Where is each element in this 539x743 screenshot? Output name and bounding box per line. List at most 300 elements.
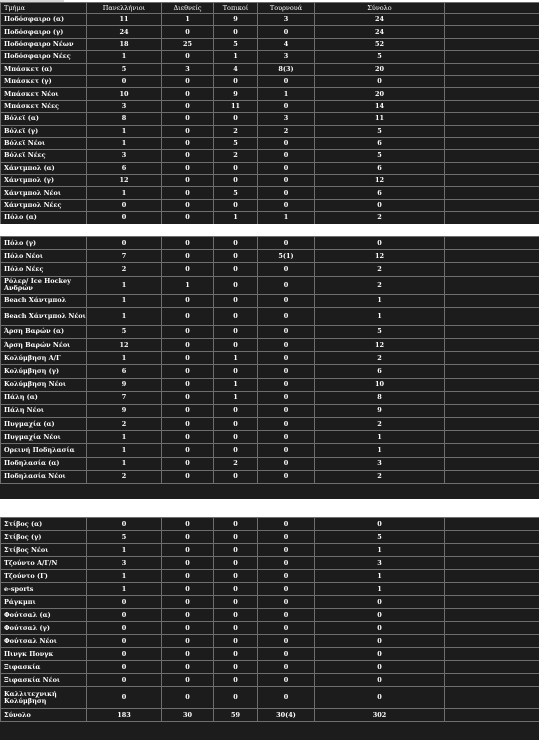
table-row <box>1 661 539 674</box>
cell-local: 0 <box>214 307 258 325</box>
cell-blank <box>445 635 539 648</box>
cell-blank <box>445 150 539 162</box>
cell-total: 24 <box>315 14 445 26</box>
cell-total: 0 <box>315 635 445 648</box>
cell-department: Πόλο (γ) <box>1 237 87 250</box>
cell-department: Στίβος (α) <box>1 518 87 531</box>
cell-tournament: 0 <box>258 294 315 307</box>
cell-department: Ορεινή Ποδηλασία <box>1 444 87 457</box>
cell-tournament: 0 <box>258 26 315 38</box>
cell-blank <box>445 583 539 596</box>
cell-local: 0 <box>214 470 258 483</box>
cell-department: Άρση Βαρών Νέοι <box>1 338 87 351</box>
cell-blank <box>445 391 539 404</box>
cell-local: 0 <box>214 531 258 544</box>
cell-department: Κολύμβηση Νέοι <box>1 378 87 391</box>
cell-panhellenic: 0 <box>87 674 162 687</box>
table-row <box>1 113 539 125</box>
cell-blank <box>445 378 539 391</box>
cell-panhellenic: 0 <box>87 518 162 531</box>
cell-blank <box>445 125 539 137</box>
cell-local: 1 <box>214 51 258 63</box>
cell-department: Ποδηλασία Νέοι <box>1 470 87 483</box>
cell-tournament: 0 <box>258 307 315 325</box>
cell-department: Πόλο (α) <box>1 212 87 224</box>
cell-local: 2 <box>214 125 258 137</box>
cell-panhellenic: 1 <box>87 187 162 199</box>
cell-local: 0 <box>214 294 258 307</box>
cell-total: 9 <box>315 404 445 417</box>
cell-local: 0 <box>214 175 258 187</box>
cell-total: 3 <box>315 457 445 470</box>
cell-panhellenic: 1 <box>87 307 162 325</box>
cell-local: 0 <box>214 418 258 431</box>
cell-local: 0 <box>214 365 258 378</box>
cell-tournament: 0 <box>258 237 315 250</box>
cell-blank <box>445 250 539 263</box>
cell-local: 0 <box>214 622 258 635</box>
cell-department: Πάλη Νέοι <box>1 404 87 417</box>
cell-international: 0 <box>162 125 214 137</box>
cell-department: Ποδόσφαιρο (γ) <box>1 26 87 38</box>
cell-tournament: 0 <box>258 444 315 457</box>
cell-department: Ποδόσφαιρο Νέες <box>1 51 87 63</box>
cell-department: Μπάσκετ (γ) <box>1 75 87 87</box>
cell-local: 0 <box>214 609 258 622</box>
cell-blank <box>445 51 539 63</box>
cell-tournament: 0 <box>258 391 315 404</box>
cell-local: 0 <box>214 113 258 125</box>
table-row <box>1 14 539 26</box>
cell-department: Χάντμπολ Νέες <box>1 199 87 211</box>
cell-blank <box>445 175 539 187</box>
cell-department: Στίβος Νέοι <box>1 544 87 557</box>
table-row <box>1 609 539 622</box>
cell-department: Κολύμβηση (γ) <box>1 365 87 378</box>
cell-tournament: 0 <box>258 596 315 609</box>
table-row <box>1 635 539 648</box>
cell-panhellenic: 3 <box>87 150 162 162</box>
cell-blank <box>445 63 539 75</box>
cell-department: Χάντμπολ (α) <box>1 162 87 174</box>
header-local: Τοπικοί <box>214 3 258 14</box>
cell-department: Βόλεϊ Νέοι <box>1 137 87 149</box>
cell-local: 0 <box>214 596 258 609</box>
table-row <box>1 596 539 609</box>
table-row <box>1 687 539 709</box>
cell-tournament: 0 <box>258 648 315 661</box>
cell-total: 24 <box>315 26 445 38</box>
cell-international: 1 <box>162 276 214 294</box>
cell-total: 0 <box>315 648 445 661</box>
table-row <box>1 26 539 38</box>
cell-tournament: 0 <box>258 570 315 583</box>
table-row <box>1 150 539 162</box>
cell-panhellenic: 2 <box>87 418 162 431</box>
cell-blank <box>445 38 539 50</box>
cell-department: Βόλεϊ (α) <box>1 113 87 125</box>
cell-department: Πόλο Νέες <box>1 263 87 276</box>
cell-department: Ρόλερ/ Ice Hockey Ανδρών <box>1 276 87 294</box>
cell-total: 3 <box>315 557 445 570</box>
cell-department: Άρση Βαρών (α) <box>1 325 87 338</box>
cell-local: 0 <box>214 263 258 276</box>
cell-panhellenic: 0 <box>87 622 162 635</box>
cell-tournament: 0 <box>258 263 315 276</box>
cell-tournament: 0 <box>258 137 315 149</box>
cell-department: e-sports <box>1 583 87 596</box>
cell-blank <box>445 557 539 570</box>
cell-total: 0 <box>315 674 445 687</box>
cell-tournament: 0 <box>258 378 315 391</box>
cell-tournament: 3 <box>258 14 315 26</box>
cell-international: 0 <box>162 378 214 391</box>
table-row <box>1 404 539 417</box>
cell-local: 0 <box>214 687 258 709</box>
cell-tournament: 0 <box>258 431 315 444</box>
table-row <box>1 250 539 263</box>
cell-tournament: 0 <box>258 661 315 674</box>
cell-blank <box>445 609 539 622</box>
cell-blank <box>445 137 539 149</box>
cell-department: Πάλη (α) <box>1 391 87 404</box>
cell-international: 0 <box>162 570 214 583</box>
cell-panhellenic: 5 <box>87 63 162 75</box>
cell-tournament: 0 <box>258 276 315 294</box>
table-row <box>1 212 539 224</box>
cell-blank <box>445 26 539 38</box>
cell-local: 2 <box>214 457 258 470</box>
table-row <box>1 674 539 687</box>
cell-department: Πυγμαχία (α) <box>1 418 87 431</box>
cell-blank <box>445 661 539 674</box>
cell-blank <box>445 570 539 583</box>
table-row <box>1 187 539 199</box>
cell-blank <box>445 162 539 174</box>
cell-department: Τζούντο (Γ) <box>1 570 87 583</box>
cell-total: 20 <box>315 88 445 100</box>
cell-international: 0 <box>162 162 214 174</box>
cell-international: 0 <box>162 150 214 162</box>
cell-local: 0 <box>214 325 258 338</box>
cell-panhellenic: 1 <box>87 431 162 444</box>
cell-panhellenic: 3 <box>87 100 162 112</box>
cell-international: 0 <box>162 596 214 609</box>
table-row <box>1 63 539 75</box>
cell-total: 12 <box>315 175 445 187</box>
cell-international: 0 <box>162 418 214 431</box>
cell-total: 10 <box>315 378 445 391</box>
cell-local: 0 <box>214 518 258 531</box>
cell-tournament: 0 <box>258 404 315 417</box>
cell-department: Ξιφασκία <box>1 661 87 674</box>
cell-international: 0 <box>162 544 214 557</box>
table-row <box>1 622 539 635</box>
cell-local: 9 <box>214 14 258 26</box>
cell-total: 11 <box>315 113 445 125</box>
table-row <box>1 263 539 276</box>
cell-total: 1 <box>315 444 445 457</box>
cell-international: 0 <box>162 635 214 648</box>
cell-total: 1 <box>315 544 445 557</box>
cell-panhellenic: 0 <box>87 609 162 622</box>
cell-total: 52 <box>315 38 445 50</box>
cell-tournament: 2 <box>258 125 315 137</box>
table-row <box>1 137 539 149</box>
cell-total: 2 <box>315 470 445 483</box>
cell-total: 2 <box>315 418 445 431</box>
cell-international: 1 <box>162 14 214 26</box>
cell-international: 0 <box>162 88 214 100</box>
cell-local: 1 <box>214 391 258 404</box>
cell-tournament: 1 <box>258 212 315 224</box>
table-row <box>1 294 539 307</box>
cell-total: 2 <box>315 276 445 294</box>
cell-tournament: 0 <box>258 365 315 378</box>
cell-department: Μπάσκετ Νέοι <box>1 88 87 100</box>
cell-blank <box>445 418 539 431</box>
cell-total: 1 <box>315 570 445 583</box>
cell-total: 12 <box>315 338 445 351</box>
cell-panhellenic: 2 <box>87 263 162 276</box>
cell-local: 2 <box>214 150 258 162</box>
cell-department: Beach Χάντμπολ Νέοι <box>1 307 87 325</box>
cell-international: 0 <box>162 661 214 674</box>
cell-panhellenic: 1 <box>87 544 162 557</box>
cell-tournament: 0 <box>258 609 315 622</box>
cell-local: 0 <box>214 431 258 444</box>
cell-international: 0 <box>162 250 214 263</box>
cell-international: 0 <box>162 687 214 709</box>
cell-blank <box>445 457 539 470</box>
cell-panhellenic: 24 <box>87 26 162 38</box>
cell-local: 1 <box>214 352 258 365</box>
cell-local: 0 <box>214 404 258 417</box>
cell-total: 5 <box>315 531 445 544</box>
cell-local: 0 <box>214 583 258 596</box>
cell-panhellenic: 7 <box>87 250 162 263</box>
cell-panhellenic: 10 <box>87 88 162 100</box>
cell-total: 1 <box>315 583 445 596</box>
cell-department: Μπάσκετ Νέες <box>1 100 87 112</box>
cell-blank <box>445 352 539 365</box>
cell-total: 0 <box>315 237 445 250</box>
cell-local: 5 <box>214 38 258 50</box>
cell-tournament: 0 <box>258 338 315 351</box>
cell-blank <box>445 113 539 125</box>
cell-panhellenic: 1 <box>87 457 162 470</box>
cell-international: 0 <box>162 352 214 365</box>
cell-tournament: 0 <box>258 100 315 112</box>
cell-panhellenic: 8 <box>87 113 162 125</box>
results-table-part-1 <box>0 2 539 224</box>
cell-international: 0 <box>162 648 214 661</box>
cell-total: 0 <box>315 596 445 609</box>
cell-total: 20 <box>315 63 445 75</box>
cell-international: 0 <box>162 263 214 276</box>
cell-tournament: 0 <box>258 352 315 365</box>
cell-tournament: 0 <box>258 518 315 531</box>
table-row <box>1 648 539 661</box>
cell-blank <box>445 709 539 722</box>
table-row <box>1 378 539 391</box>
cell-department: Τζούντο Α/Γ/Ν <box>1 557 87 570</box>
table-row <box>1 431 539 444</box>
cell-international: 0 <box>162 325 214 338</box>
cell-international: 0 <box>162 404 214 417</box>
cell-total: 5 <box>315 150 445 162</box>
cell-department: Βόλεϊ Νέες <box>1 150 87 162</box>
cell-international: 0 <box>162 444 214 457</box>
cell-local: 0 <box>214 250 258 263</box>
cell-tournament: 4 <box>258 38 315 50</box>
cell-department: Πινγκ Πονγκ <box>1 648 87 661</box>
cell-international: 0 <box>162 531 214 544</box>
cell-blank <box>445 531 539 544</box>
cell-panhellenic: 183 <box>87 709 162 722</box>
cell-tournament: 0 <box>258 162 315 174</box>
cell-local: 5 <box>214 137 258 149</box>
table-row <box>1 557 539 570</box>
cell-international: 0 <box>162 307 214 325</box>
cell-tournament: 3 <box>258 51 315 63</box>
cell-panhellenic: 12 <box>87 175 162 187</box>
cell-panhellenic: 11 <box>87 14 162 26</box>
cell-international: 0 <box>162 365 214 378</box>
cell-tournament: 0 <box>258 199 315 211</box>
cell-international: 0 <box>162 113 214 125</box>
cell-department: Κολύμβηση Α/Γ <box>1 352 87 365</box>
cell-blank <box>445 187 539 199</box>
cell-international: 0 <box>162 187 214 199</box>
cell-blank <box>445 404 539 417</box>
cell-local: 0 <box>214 162 258 174</box>
table-row <box>1 470 539 483</box>
table-row <box>1 276 539 294</box>
cell-tournament: 0 <box>258 622 315 635</box>
cell-blank <box>445 212 539 224</box>
cell-department: Ξιφασκία Νέοι <box>1 674 87 687</box>
header-department: Τμήμα <box>1 3 87 14</box>
cell-local: 0 <box>214 237 258 250</box>
cell-international: 0 <box>162 294 214 307</box>
cell-international: 0 <box>162 431 214 444</box>
table-row <box>1 88 539 100</box>
cell-tournament: 0 <box>258 674 315 687</box>
cell-local: 4 <box>214 63 258 75</box>
cell-international: 0 <box>162 622 214 635</box>
header-total: Σύνολο <box>315 3 445 14</box>
cell-local: 0 <box>214 199 258 211</box>
cell-international: 0 <box>162 338 214 351</box>
cell-international: 0 <box>162 199 214 211</box>
cell-blank <box>445 237 539 250</box>
cell-international: 0 <box>162 100 214 112</box>
cell-tournament: 0 <box>258 687 315 709</box>
cell-local: 0 <box>214 635 258 648</box>
cell-total: 0 <box>315 622 445 635</box>
cell-total: 8 <box>315 391 445 404</box>
cell-total: 12 <box>315 250 445 263</box>
cell-tournament: 30(4) <box>258 709 315 722</box>
cell-tournament: 0 <box>258 75 315 87</box>
table-row <box>1 38 539 50</box>
cell-international: 0 <box>162 470 214 483</box>
cell-total: 1 <box>315 431 445 444</box>
cell-department: Φούτσαλ (γ) <box>1 622 87 635</box>
cell-department: Βόλεϊ (γ) <box>1 125 87 137</box>
table-row <box>1 709 539 722</box>
cell-blank <box>445 294 539 307</box>
cell-department: Φούτσαλ (α) <box>1 609 87 622</box>
cell-department: Μπάσκετ (α) <box>1 63 87 75</box>
cell-local: 0 <box>214 26 258 38</box>
cell-panhellenic: 7 <box>87 391 162 404</box>
cell-local: 0 <box>214 544 258 557</box>
cell-blank <box>445 338 539 351</box>
cell-department: Καλλιτεχνική Κολύμβηση <box>1 687 87 709</box>
table-row <box>1 325 539 338</box>
cell-international: 0 <box>162 391 214 404</box>
table-row <box>1 418 539 431</box>
cell-local: 1 <box>214 378 258 391</box>
cell-panhellenic: 9 <box>87 378 162 391</box>
header-tournament: Τουρνουά <box>258 3 315 14</box>
cell-panhellenic: 0 <box>87 596 162 609</box>
cell-department: Πόλο Νέοι <box>1 250 87 263</box>
table-row <box>1 391 539 404</box>
table-row <box>1 531 539 544</box>
cell-panhellenic: 9 <box>87 404 162 417</box>
cell-panhellenic: 1 <box>87 51 162 63</box>
cell-total: 6 <box>315 187 445 199</box>
cell-tournament: 8(3) <box>258 63 315 75</box>
cell-department: Beach Χάντμπολ <box>1 294 87 307</box>
cell-total: 0 <box>315 75 445 87</box>
header-blank <box>445 3 539 14</box>
cell-tournament: 0 <box>258 544 315 557</box>
cell-total: 0 <box>315 199 445 211</box>
cell-panhellenic: 6 <box>87 365 162 378</box>
cell-department: Στίβος (γ) <box>1 531 87 544</box>
cell-tournament: 1 <box>258 88 315 100</box>
cell-total: 0 <box>315 687 445 709</box>
cell-panhellenic: 3 <box>87 557 162 570</box>
cell-department: Ποδόσφαιρο Νέων <box>1 38 87 50</box>
table-header-row <box>1 3 539 14</box>
table-row <box>1 365 539 378</box>
cell-panhellenic: 0 <box>87 635 162 648</box>
table-row <box>1 175 539 187</box>
table-row <box>1 237 539 250</box>
cell-international: 0 <box>162 609 214 622</box>
cell-panhellenic: 1 <box>87 444 162 457</box>
cell-department: Χάντμπολ (γ) <box>1 175 87 187</box>
cell-tournament: 0 <box>258 457 315 470</box>
cell-local: 0 <box>214 75 258 87</box>
cell-total: 0 <box>315 661 445 674</box>
cell-local: 9 <box>214 88 258 100</box>
cell-total: 5 <box>315 325 445 338</box>
cell-blank <box>445 431 539 444</box>
cell-tournament: 3 <box>258 113 315 125</box>
cell-total: 302 <box>315 709 445 722</box>
cell-total: 0 <box>315 609 445 622</box>
table-row <box>1 51 539 63</box>
cell-tournament: 0 <box>258 325 315 338</box>
table-row <box>1 75 539 87</box>
cell-panhellenic: 0 <box>87 687 162 709</box>
